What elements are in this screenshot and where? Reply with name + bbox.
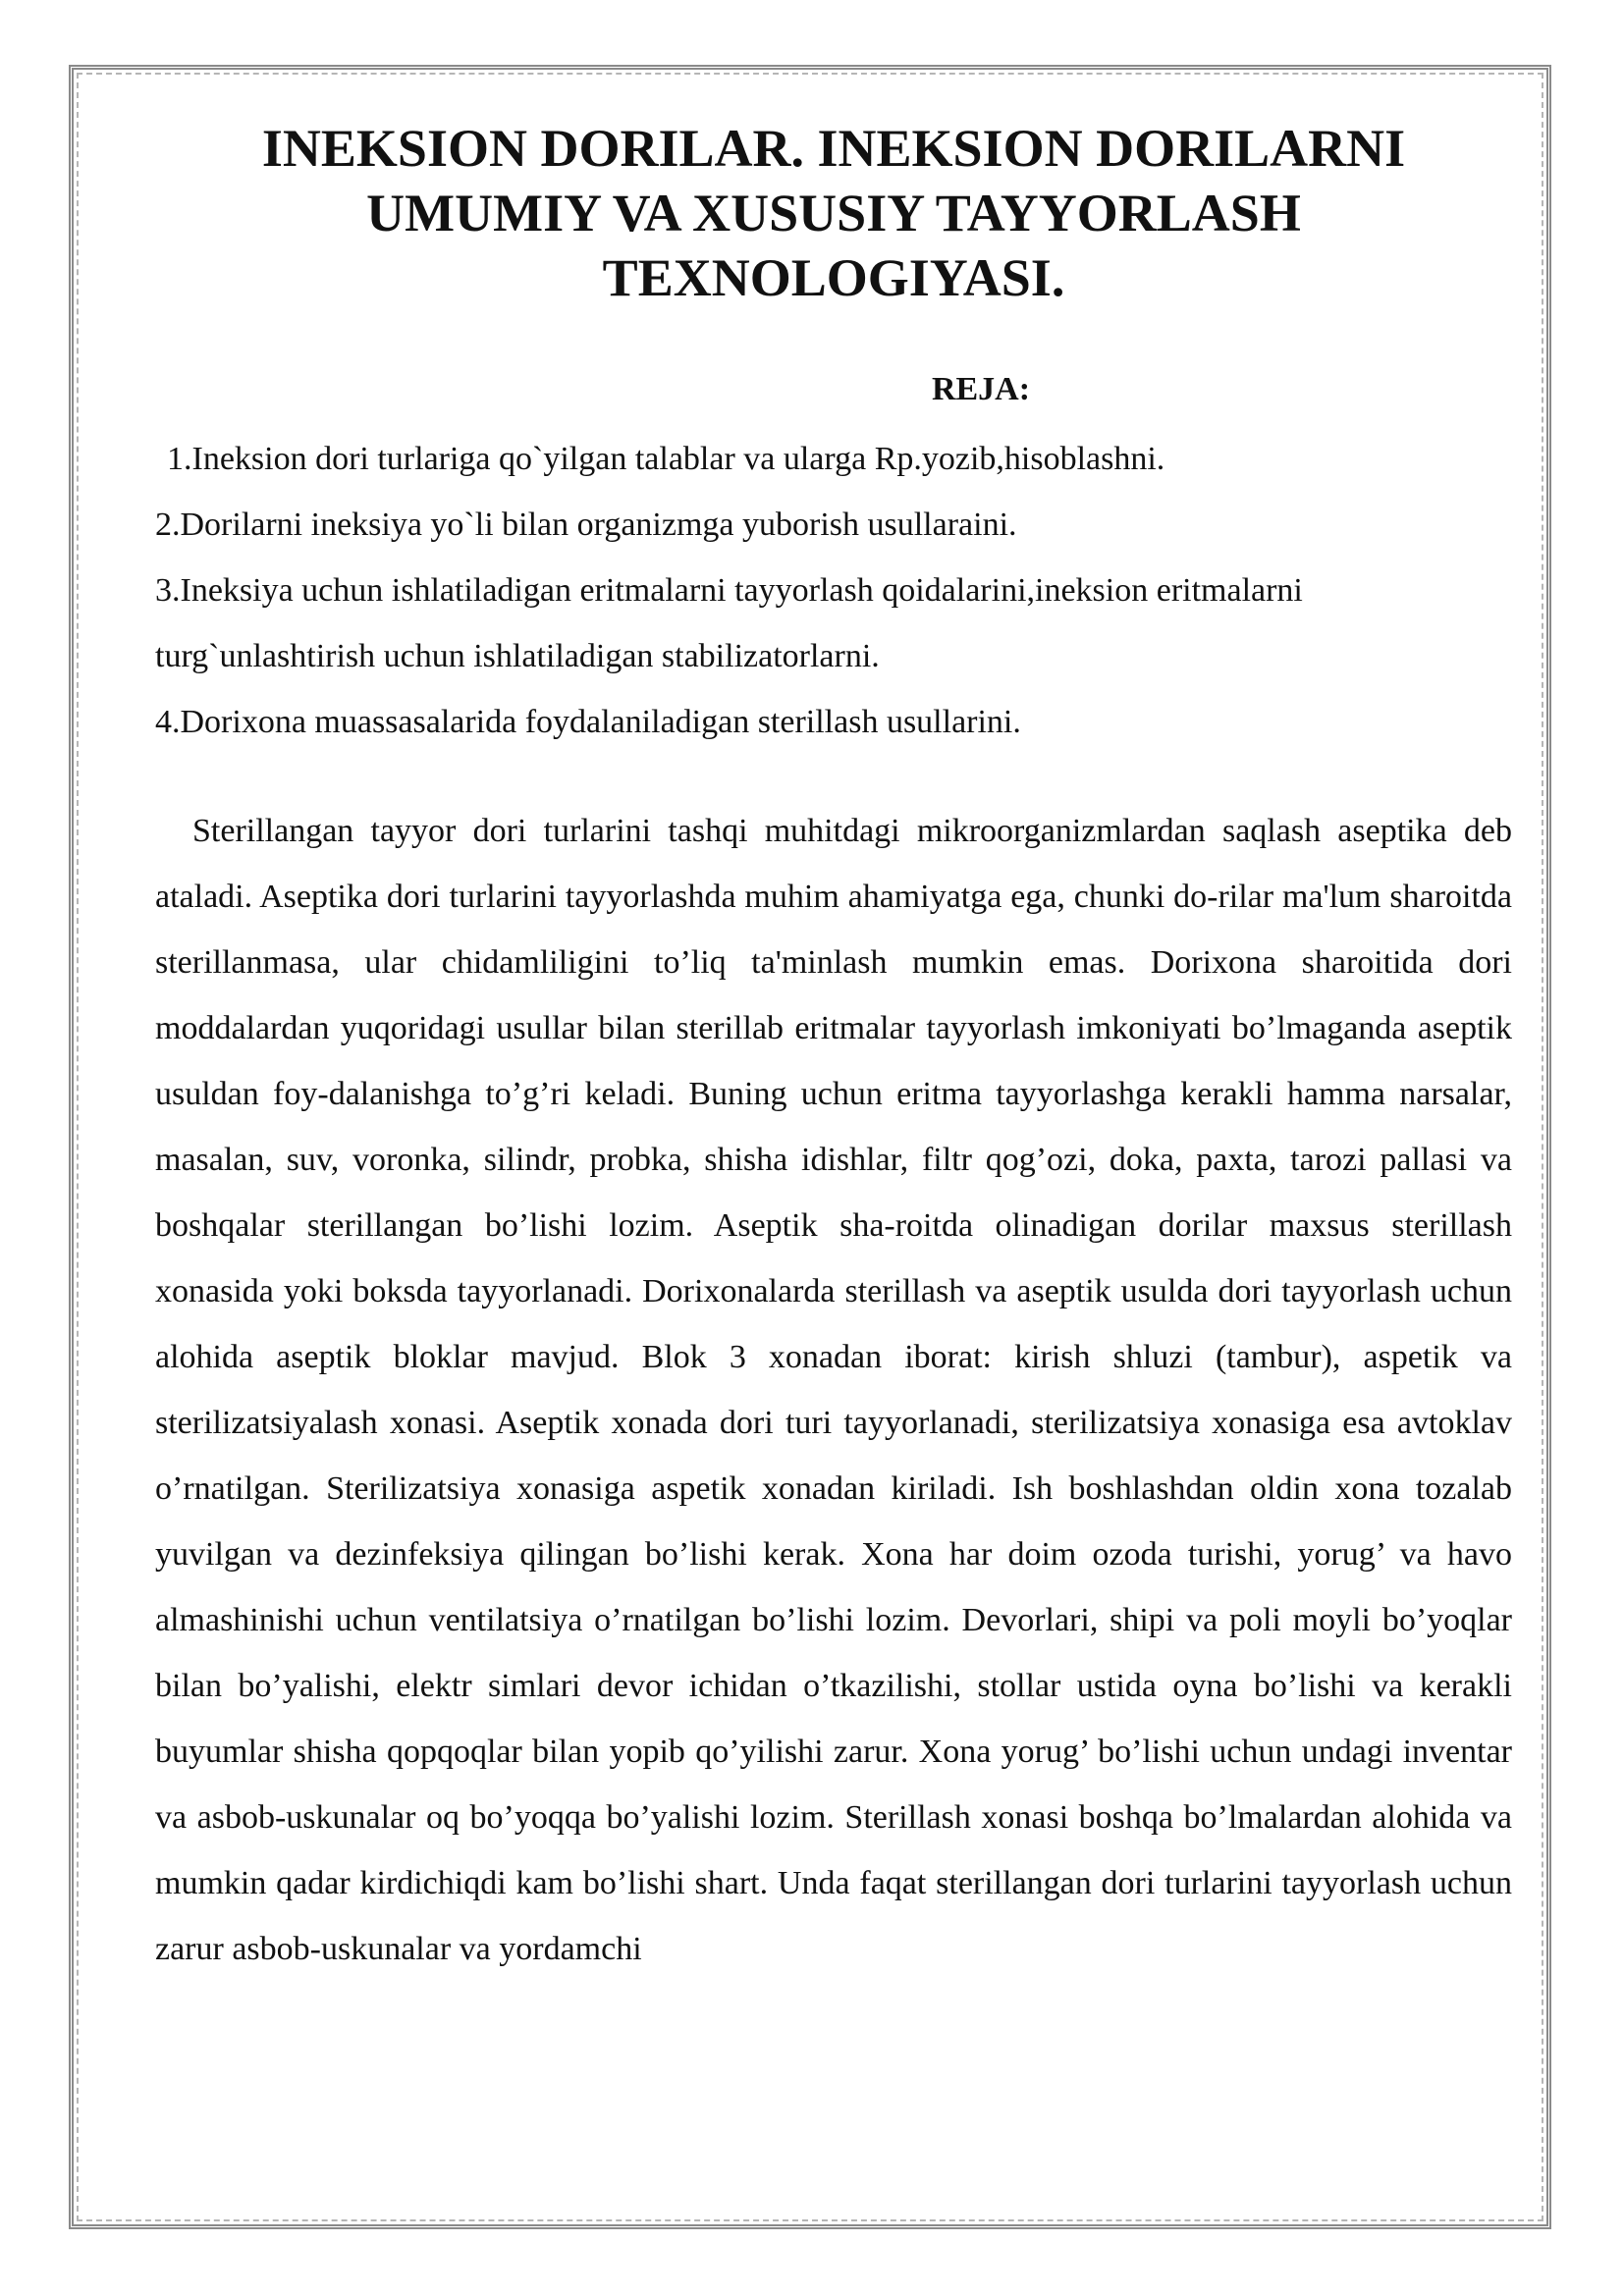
- plan-heading: REJA:: [931, 371, 1031, 407]
- plan-list: [155, 426, 1512, 755]
- document-title: INEKSION DORILAR. INEKSION DORILARNI UMUMIY VA XUSUSIY TAYYORLASH TEXNOLOGIYASI.: [261, 119, 1406, 307]
- plan-item: 3.Ineksiya uchun ishlatiladigan eritmalarni tayyorlash qoidalarini,ineksion eritmalarni turg`unlashtirish uchun ishlatiladigan stabilizatorlarni.: [155, 572, 1303, 674]
- plan-item: 2.Dorilarni ineksiya yo`li bilan organizmga yuborish usullaraini.: [155, 507, 1017, 543]
- document-body: [155, 116, 1512, 1982]
- body-paragraph: Sterillangan tayyor dori turlarini tashqi muhitdagi mikroorganizmlardan saqlash aseptika deb ataladi. Aseptika dori turlarini tayyorlashda muhim ahamiyatga ega, chunki do-rilar ma'lum sharoitda sterillanmasa, ular chidamliligini to’liq ta'minlash mumkin emas. Dorixona sharoitida dori moddalardan yuqoridagi usullar bilan sterillab eritmalar tayyorlash imkoniyati bo’lmaganda aseptik usuldan foy-dalanishga to’g’ri keladi. Buning uchun eritma tayyorlashga kerakli hamma narsalar, masalan, suv, voronka, silindr, probka, shisha idishlar, filtr qog’ozi, doka, paxta, tarozi pallasi va boshqalar sterillangan bo’lishi lozim. Aseptik sha-roitda olinadigan dorilar maxsus sterillash xonasida yoki boksda tayyorlanadi. Dorixonalarda sterillash va aseptik usulda dori tayyorlash uchun alohida aseptik bloklar mavjud. Blok 3 xonadan iborat: kirish shluzi (tambur), aspetik va sterilizatsiyalash xonasi. Aseptik xonada dori turi tayyorlanadi, sterilizatsiya xonasiga esa avtoklav o’rnatilgan. Sterilizatsiya xonasiga aspetik xonadan kiriladi. Ish boshlashdan oldin xona tozalab yuvilgan va dezinfeksiya qilingan bo’lishi kerak. Xona har doim ozoda turishi, yorug’ va havo almashinishi uchun ventilatsiya o’rnatilgan bo’lishi lozim. Devorlari, shipi va poli moyli bo’yoqlar bilan bo’yalishi, elektr simlari devor ichidan o’tkazilishi, stollar ustida oyna bo’lishi va kerakli buyumlar shisha qopqoqlar bilan yopib qo’yilishi zarur. Xona yorug’ bo’lishi uchun undagi inventar va asbob-uskunalar oq bo’yoqqa bo’yalishi lozim. Sterillash xonasi boshqa bo’lmalardan alohida va mumkin qadar kirdichiqdi kam bo’lishi shart. Unda faqat sterillangan dori turlarini tayyorlash uchun zarur asbob-uskunalar va yordamchi: [155, 813, 1512, 1967]
- plan-item: 4.Dorixona muassasalarida foydalaniladigan sterillash usullarini.: [155, 704, 1021, 740]
- plan-item: 1.Ineksion dori turlariga qo`yilgan talablar va ularga Rp.yozib,hisoblashni.: [167, 441, 1165, 477]
